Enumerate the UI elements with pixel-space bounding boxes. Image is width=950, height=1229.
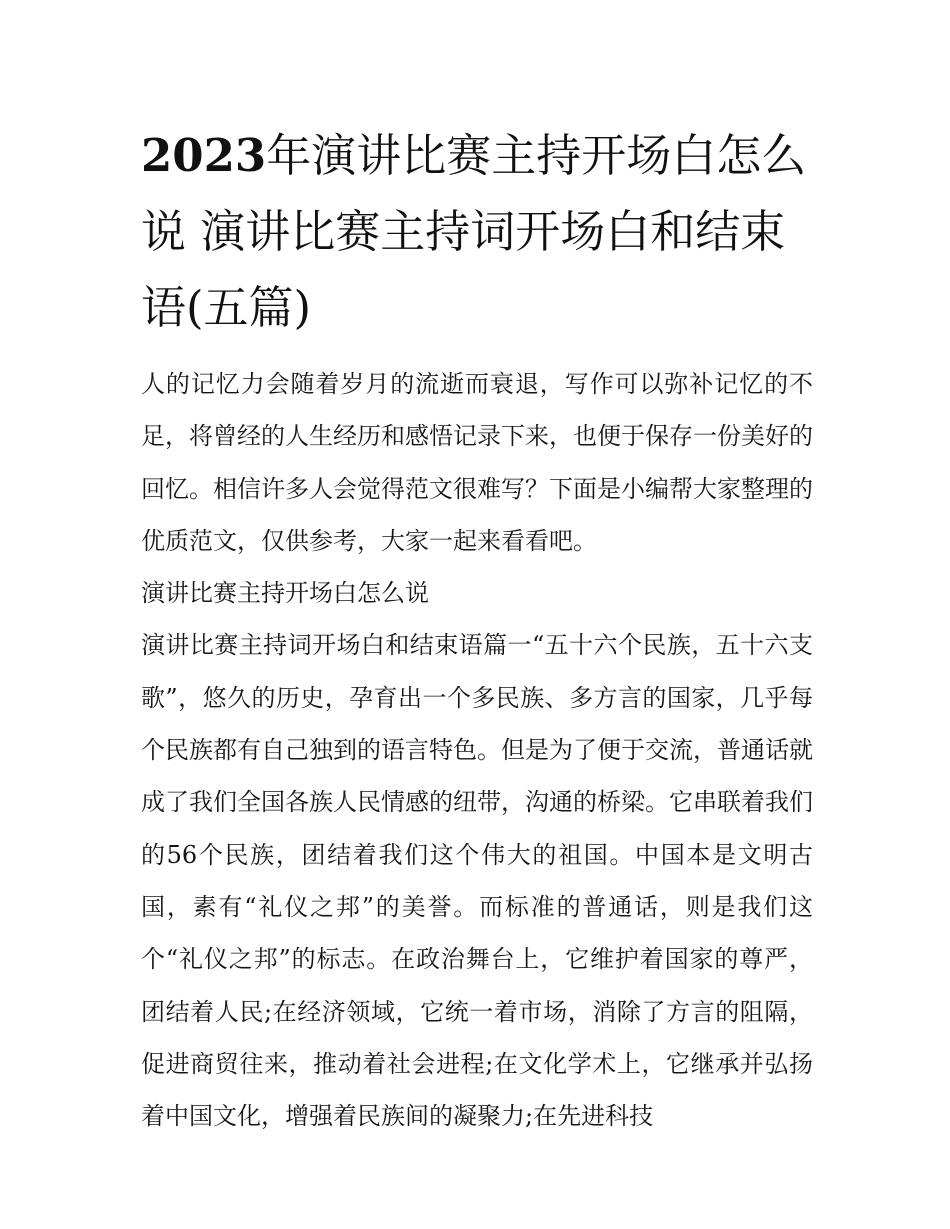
title-year: 2023	[141, 129, 267, 182]
intro-paragraph: 人的记忆力会随着岁月的流逝而衰退，写作可以弥补记忆的不足，将曾经的人生经历和感悟记录下来，也便于保存一份美好的回忆。相信许多人会觉得范文很难写？下面是小编帮大家整理的优质范文，仅供参考，大家一起来看看吧。	[141, 370, 813, 555]
document-page	[141, 118, 813, 1142]
title-text: 年演讲比赛主持开场白怎么说 演讲比赛主持词开场白和结束语(五篇)	[141, 129, 807, 334]
section-paragraph: 演讲比赛主持词开场白和结束语篇一“五十六个民族，五十六支歌”，悠久的历史，孕育出一个多民族、多方言的国家，几乎每个民族都有自己独到的语言特色。但是为了便于交流，普通话就成了我们全国各族人民情感的纽带，沟通的桥梁。它串联着我们的56个民族，团结着我们这个伟大的祖国。中国本是文明古国，素有“礼仪之邦”的美誉。而标准的普通话，则是我们这个“礼仪之邦”的标志。在政治舞台上，它维护着国家的尊严，团结着人民;在经济领域，它统一着市场，消除了方言的阻隔，促进商贸往来，推动着社会进程;在文化学术上，它继承并弘扬着中国文化，增强着民族间的凝聚力;在先进科技	[141, 631, 813, 1131]
section-subheading: 演讲比赛主持开场白怎么说	[141, 579, 429, 608]
document-title	[141, 118, 813, 346]
